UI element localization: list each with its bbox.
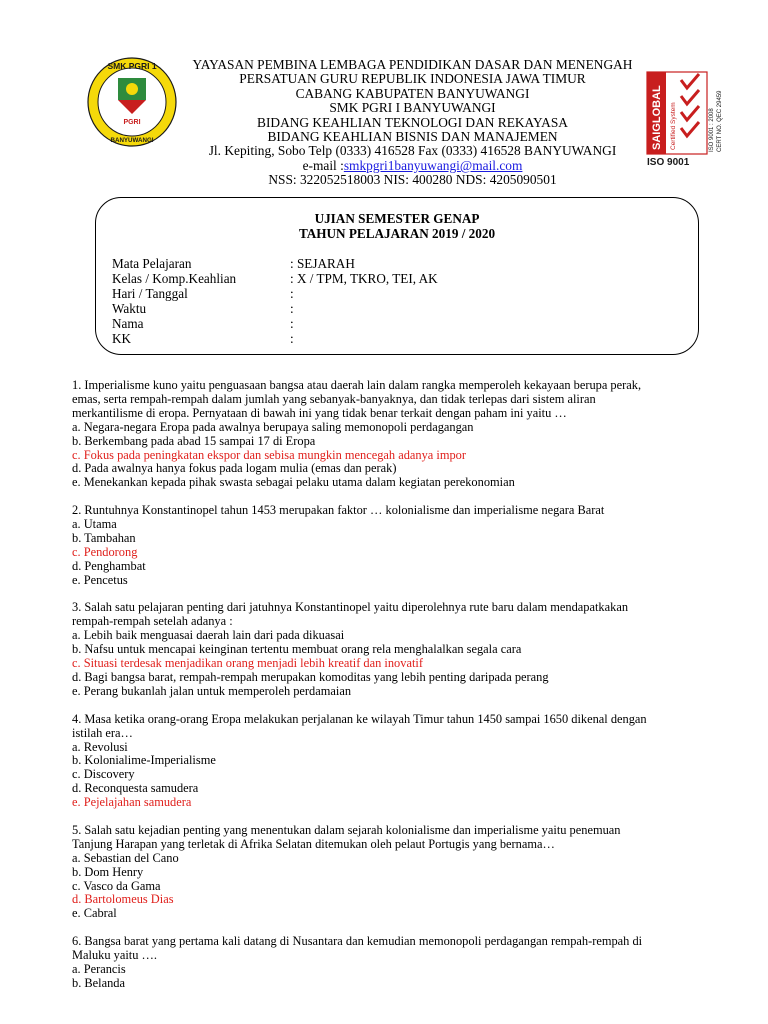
exam-title: UJIAN SEMESTER GENAP [314,211,480,226]
answer-option-correct: c. Fokus pada peningkatan ekspor dan sebisa mungkin mencegah adanya impor [72,447,466,462]
field-value: : [290,331,294,346]
question-text: 6. Bangsa barat yang pertama kali datang di Nusantara dan kemudian memonopoli perdagangan rempah-rempah di [72,934,643,949]
field-label: Nama [112,316,144,331]
answer-option: a. Lebih baik menguasai daerah lain dari pada dikuasai [72,628,345,643]
logo-top-text: SMK PGRI 1 [107,61,157,71]
logo-inner-text: PGRI [123,119,141,126]
field-label: Waktu [112,301,147,316]
answer-option: a. Revolusi [72,739,128,754]
question-5 [72,824,712,921]
question-text: Tanjung Harapan yang terletak di Afrika Selatan ditemukan oleh pelaut Portugis yang bernama… [72,836,555,851]
letterhead-line-4: SMK PGRI I BANYUWANGI [329,100,496,116]
cert-sub: Certified System [670,102,677,150]
question-4 [72,713,712,810]
question-text: 2. Runtuhnya Konstantinopel tahun 1453 merupakan faktor … kolonialisme dan imperialisme negara Barat [72,503,605,518]
answer-option: b. Kolonialime-Imperialisme [72,753,216,768]
answer-option: d. Reconquesta samudera [72,781,199,796]
question-text: istilah era… [72,725,133,740]
answer-option-correct: e. Pejelajahan samudera [72,795,192,810]
letterhead-line-1: YAYASAN PEMBINA LEMBAGA PENDIDIKAN DASAR DAN MENENGAH [192,57,633,72]
question-3 [72,601,712,698]
answer-option: a. Perancis [72,961,126,976]
answer-option: b. Tambahan [72,530,136,545]
answer-option: b. Nafsu untuk mencapai keinginan tertentu membuat orang rela menghalalkan segala cara [72,642,522,657]
question-text: rempah-rempah setelah adanya : [72,614,233,629]
iso-cert-badge [645,70,725,170]
question-text: 4. Masa ketika orang-orang Eropa melakukan perjalanan ke wilayah Timur tahun 1450 sampai 1650 dikenal dengan [72,711,647,726]
answer-option: d. Penghambat [72,558,146,573]
question-1 [72,379,712,490]
letterhead-line-3: CABANG KABUPATEN BANYUWANGI [295,85,530,101]
letterhead-address: Jl. Kepiting, Sobo Telp (0333) 416528 Fax (0333) 416528 BANYUWANGI [208,143,617,159]
letterhead-nss: NSS: 322052518003 NIS: 400280 NDS: 4205090501 [268,172,557,188]
question-6 [72,935,712,991]
question-text: emas, serta rempah-rempah dalam jumlah yang sebanyak-banyaknya, dan tidak terlepas dari sistem aliran [72,391,596,406]
field-value: : X / TPM, TKRO, TEI, AK [290,271,438,286]
answer-option-correct: d. Bartolomeus Dias [72,892,174,907]
answer-option: d. Pada awalnya hanya fokus pada logam mulia (emas dan perak) [72,461,397,476]
letterhead [180,58,645,188]
answer-option: c. Discovery [72,767,135,782]
cert-number: CERT NO. QEC 29459 [717,90,723,152]
question-text: 1. Imperialisme kuno yaitu penguasaan bangsa atau daerah lain dalam rangka memperoleh kekayaan berupa perak, [72,378,642,392]
cert-label: ISO 9001 [647,157,690,168]
letterhead-line-5: BIDANG KEAHLIAN TEKNOLOGI DAN REKAYASA [257,114,568,130]
email-link[interactable]: smkpgri1banyuwangi@mail.com [343,157,523,173]
answer-option: b. Berkembang pada abad 15 sampai 17 di Eropa [72,433,316,448]
answer-option: e. Perang bukanlah jalan untuk memperoleh perdamaian [72,683,352,698]
letterhead-line-2: PERSATUAN GURU REPUBLIK INDONESIA JAWA TIMUR [239,71,586,87]
field-label: KK [112,331,132,346]
cert-iso-line: ISO 9001 : 2008 [709,108,715,152]
answer-option: d. Bagi bangsa barat, rempah-rempah merupakan komoditas yang lebih penting daripada perang [72,670,549,684]
answer-option: e. Menekankan kepada pihak swasta sebagai pelaku utama dalam kegiatan perekonomian [72,475,515,490]
question-2 [72,504,712,587]
exam-year: TAHUN PELAJARAN 2019 / 2020 [298,226,496,241]
field-value: : [290,301,294,316]
answer-option: e. Pencetus [72,572,128,587]
question-text: merkantilisme di eropa. Pernyataan di bawah ini yang tidak benar terkait dengan paham ini yaitu … [72,405,567,420]
question-text: Maluku yaitu …. [72,948,158,963]
question-text: 3. Salah satu pelajaran penting dari jatuhnya Konstantinopel yaitu diperolehnya rute baru dalam mendapatkakan [72,600,629,615]
field-label: Kelas / Komp.Keahlian [112,271,237,286]
logo-bottom-text: BANYUWANGI [110,137,154,144]
letterhead-email-row [180,159,645,173]
field-value: : SEJARAH [290,256,355,271]
answer-option: a. Sebastian del Cano [72,850,179,865]
email-label: e-mail : [302,157,344,173]
field-label: Mata Pelajaran [112,256,192,271]
question-text: 5. Salah satu kejadian penting yang menentukan dalam sejarah kolonialisme dan imperialisme yaitu penemuan [72,822,621,837]
school-logo [86,56,178,148]
cert-brand: SAIGLOBAL [651,85,663,150]
answer-option-correct: c. Pendorong [72,544,138,559]
letterhead-line-6: BIDANG KEAHLIAN BISNIS DAN MANAJEMEN [267,129,558,145]
field-value: : [290,316,294,331]
answer-option: a. Negara-negara Eropa pada awalnya berupaya saling memonopoli perdagangan [72,419,474,434]
answer-option-correct: c. Situasi terdesak menjadikan orang menjadi lebih kreatif dan inovatif [72,656,423,671]
exam-info-card [95,197,699,355]
answer-option: c. Vasco da Gama [72,878,161,893]
answer-option: a. Utama [72,517,117,532]
question-list [72,379,712,1005]
answer-option: b. Belanda [72,975,125,990]
answer-option: e. Cabral [72,906,117,921]
field-value: : [290,286,294,301]
field-label: Hari / Tanggal [112,286,188,301]
answer-option: b. Dom Henry [72,864,144,879]
